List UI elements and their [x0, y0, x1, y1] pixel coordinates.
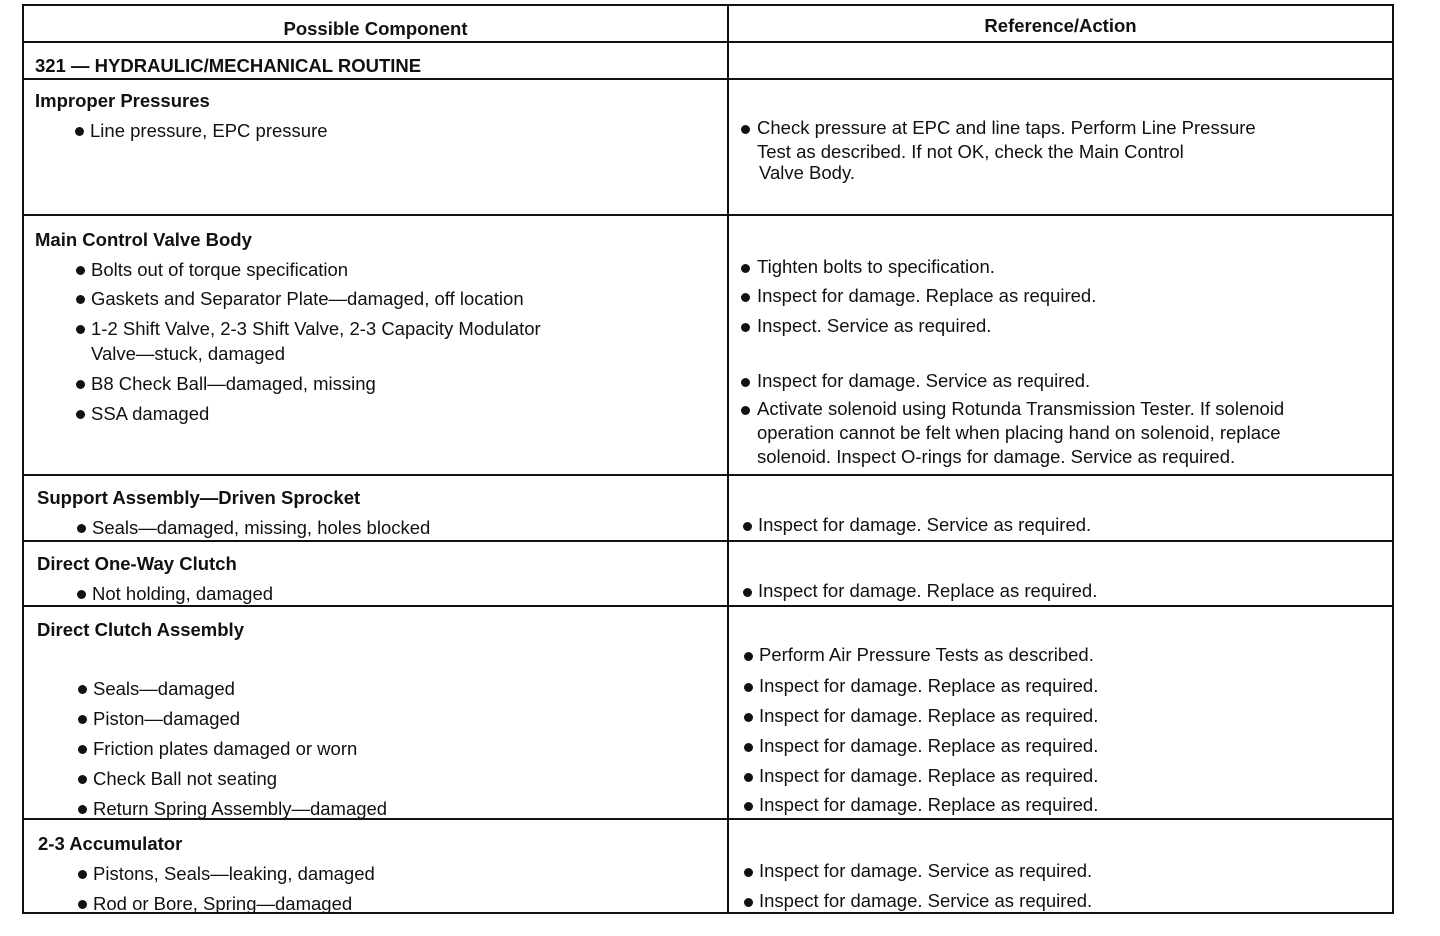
bullet-icon [76, 295, 85, 304]
bullet-icon [744, 898, 753, 907]
bullet-icon [741, 323, 750, 332]
bullet-icon [741, 293, 750, 302]
bullet-icon [78, 715, 87, 724]
action-line: operation cannot be felt when placing hand on solenoid, replace [757, 422, 1281, 443]
action-line: Test as described. If not OK, check the Main Control [757, 141, 1184, 162]
action-item: Inspect. Service as required. [757, 315, 992, 336]
column-divider [727, 4, 729, 914]
section-title: Direct Clutch Assembly [37, 619, 244, 640]
section-title: 2-3 Accumulator [38, 833, 183, 854]
action-item: Inspect for damage. Replace as required. [758, 580, 1098, 601]
bullet-icon [78, 745, 87, 754]
bullet-icon [744, 652, 753, 661]
component-item: Seals—damaged [93, 678, 235, 699]
bullet-icon [78, 805, 87, 814]
bullet-icon [77, 590, 86, 599]
component-item: B8 Check Ball—damaged, missing [91, 373, 376, 394]
component-item: Piston—damaged [93, 708, 241, 729]
bullet-icon [744, 868, 753, 877]
row-divider [22, 41, 1394, 43]
section-title: Support Assembly—Driven Sprocket [37, 487, 361, 508]
component-item: Line pressure, EPC pressure [90, 120, 328, 141]
action-item: Inspect for damage. Service as required. [757, 370, 1091, 391]
section-title: Direct One-Way Clutch [37, 553, 237, 574]
section-title: Improper Pressures [35, 90, 210, 111]
action-line: Check pressure at EPC and line taps. Perform Line Pressure [757, 117, 1256, 138]
row-divider [22, 540, 1394, 542]
bullet-icon [743, 522, 752, 531]
action-line: Valve Body. [759, 162, 855, 183]
bullet-icon [76, 380, 85, 389]
component-item: Check Ball not seating [93, 768, 278, 789]
component-item: SSA damaged [91, 403, 210, 424]
row-divider [22, 474, 1394, 476]
component-item: Pistons, Seals—leaking, damaged [93, 863, 375, 884]
action-item: Inspect for damage. Replace as required. [757, 285, 1097, 306]
bullet-icon [741, 125, 750, 134]
component-item: Friction plates damaged or worn [93, 738, 358, 759]
component-column-header: Possible Component [283, 18, 468, 39]
action-item: Inspect for damage. Replace as required. [759, 705, 1099, 726]
bullet-icon [76, 410, 85, 419]
bullet-icon [78, 870, 87, 879]
component-item: Not holding, damaged [92, 583, 274, 604]
component-item: Valve—stuck, damaged [91, 343, 286, 364]
action-item: Inspect for damage. Service as required. [759, 860, 1093, 881]
component-item: Gaskets and Separator Plate—damaged, off location [91, 288, 524, 309]
bullet-icon [77, 524, 86, 533]
row-divider [22, 78, 1394, 80]
component-item: 1-2 Shift Valve, 2-3 Shift Valve, 2-3 Capacity Modulator [91, 318, 541, 339]
bullet-icon [743, 588, 752, 597]
action-line: solenoid. Inspect O-rings for damage. Service as required. [757, 446, 1236, 467]
bullet-icon [78, 685, 87, 694]
action-item: Inspect for damage. Replace as required. [759, 675, 1099, 696]
bullet-icon [741, 264, 750, 273]
component-item: Seals—damaged, missing, holes blocked [92, 517, 431, 538]
bullet-icon [76, 266, 85, 275]
component-item: Return Spring Assembly—damaged [93, 798, 388, 819]
bullet-icon [744, 773, 753, 782]
bullet-icon [744, 743, 753, 752]
component-item: Bolts out of torque specification [91, 259, 349, 280]
row-divider [22, 605, 1394, 607]
section-title: Main Control Valve Body [35, 229, 252, 250]
action-line: Activate solenoid using Rotunda Transmission Tester. If solenoid [757, 398, 1285, 419]
routine-title: 321 — HYDRAULIC/MECHANICAL ROUTINE [35, 55, 422, 76]
bullet-icon [76, 325, 85, 334]
bullet-icon [78, 900, 87, 909]
row-divider [22, 214, 1394, 216]
action-item: Inspect for damage. Service as required. [759, 890, 1093, 911]
bullet-icon [744, 713, 753, 722]
action-item: Inspect for damage. Replace as required. [759, 794, 1099, 815]
bullet-icon [741, 406, 750, 415]
action-item: Inspect for damage. Replace as required. [759, 735, 1099, 756]
bullet-icon [741, 378, 750, 387]
bullet-icon [78, 775, 87, 784]
bullet-icon [744, 802, 753, 811]
action-item: Inspect for damage. Service as required. [758, 514, 1092, 535]
action-item: Perform Air Pressure Tests as described. [759, 644, 1094, 665]
bullet-icon [75, 127, 84, 136]
component-item: Rod or Bore, Spring—damaged [93, 893, 353, 914]
action-column-header: Reference/Action [984, 15, 1137, 36]
bullet-icon [744, 683, 753, 692]
action-item: Inspect for damage. Replace as required. [759, 765, 1099, 786]
action-item: Tighten bolts to specification. [757, 256, 995, 277]
